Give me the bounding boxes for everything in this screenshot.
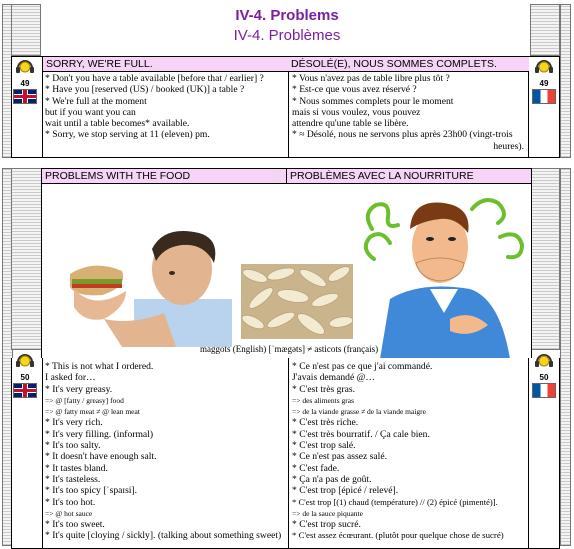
french-phrases bbox=[292, 73, 524, 152]
phrase-line: * C'est fade. bbox=[292, 462, 340, 474]
phrase-line: => de la sauce piquante bbox=[292, 508, 363, 518]
column-divider bbox=[42, 358, 43, 548]
phrase-line: * We're full at the moment bbox=[45, 95, 147, 107]
phrase-line: * It tastes bland. bbox=[45, 462, 108, 474]
phrase-line: * It's very filling. (informal) bbox=[45, 428, 154, 440]
france-flag-icon bbox=[532, 383, 556, 398]
section-50-phrases-box bbox=[11, 358, 560, 549]
phrase-line: but if you want you can bbox=[45, 106, 136, 118]
right-margin-hatch bbox=[560, 4, 571, 158]
uk-flag-icon bbox=[13, 89, 37, 104]
phrase-line: * Est-ce que vous avez réservé ? bbox=[292, 84, 417, 96]
headphones-icon[interactable] bbox=[15, 58, 35, 74]
phrase-line: mais si vous voulez, vous pouvez bbox=[292, 106, 421, 118]
right-margin-hatch bbox=[530, 4, 560, 56]
column-divider bbox=[528, 358, 529, 548]
phrase-line: * Ce n'est pas ce que j'ai commandé. bbox=[292, 361, 433, 372]
column-divider bbox=[288, 57, 289, 157]
phrase-line: * It's very rich. bbox=[45, 417, 103, 429]
headphones-icon[interactable] bbox=[534, 352, 554, 368]
phrase-line: wait until a table becomes* available. bbox=[45, 118, 190, 130]
phrase-line: => des aliments gras bbox=[292, 395, 354, 405]
phrase-line: * Ce n'est pas assez salé. bbox=[292, 451, 387, 463]
nauseated-man-cartoon-image bbox=[360, 189, 530, 359]
phrase-line: * It's tasteless. bbox=[45, 473, 101, 485]
uk-flag-icon bbox=[13, 383, 37, 398]
section-number: 50 bbox=[20, 373, 30, 382]
phrase-line: * C'est très bourratif. / Ça cale bien. bbox=[292, 428, 430, 440]
right-margin-hatch bbox=[530, 168, 560, 350]
phrase-line: => de la viande grasse ≠ de la viande maigre bbox=[292, 407, 426, 417]
phrase-line: * It's too salty. bbox=[45, 440, 101, 452]
france-flag-icon bbox=[532, 89, 556, 104]
section-50-box bbox=[41, 168, 532, 359]
maggots-image bbox=[241, 264, 353, 339]
phrase-line: attendre qu'une table se libère. bbox=[292, 118, 409, 130]
phrase-line: I asked for… bbox=[45, 372, 96, 384]
column-divider bbox=[286, 169, 287, 184]
english-phrases bbox=[45, 361, 281, 542]
section-heading-french: PROBLÈMES AVEC LA NOURRITURE bbox=[290, 170, 474, 182]
left-margin-hatch bbox=[11, 168, 43, 350]
phrase-line: * Sorry, we stop serving at 11 (eleven) pm. bbox=[45, 129, 210, 141]
phrase-line: * It's too sweet. bbox=[45, 519, 105, 531]
audio-badge-right[interactable] bbox=[531, 352, 557, 398]
column-divider bbox=[42, 57, 43, 157]
english-phrases bbox=[45, 73, 264, 141]
maggots-caption: maggots (English) [ˈmægəts] ≠ asticots (français) bbox=[200, 344, 379, 354]
audio-badge-right[interactable] bbox=[531, 58, 557, 104]
headphones-icon[interactable] bbox=[15, 352, 35, 368]
phrase-line: * It's too hot. bbox=[45, 496, 96, 508]
phrase-line: * Nous sommes complets pour le moment bbox=[292, 95, 454, 107]
audio-badge-left[interactable] bbox=[12, 58, 38, 104]
phrase-line: * Ça n'a pas de goût. bbox=[292, 473, 372, 485]
french-phrases bbox=[292, 361, 504, 542]
right-margin-hatch bbox=[560, 168, 571, 546]
section-number: 49 bbox=[20, 79, 30, 88]
section-49-header bbox=[43, 57, 529, 72]
phrase-line: => @ [fatty / greasy] food bbox=[45, 395, 124, 405]
phrase-line: * C'est très riche. bbox=[292, 417, 359, 429]
phrase-line: heures). bbox=[493, 140, 524, 152]
phrase-line: * C'est trop [épicé / relevé]. bbox=[292, 485, 399, 497]
column-divider bbox=[528, 57, 529, 157]
audio-badge-left[interactable] bbox=[12, 352, 38, 398]
phrase-line: * C'est assez écœurant. (plutôt pour quelque chose de sucré) bbox=[292, 530, 504, 541]
section-heading-english: PROBLEMS WITH THE FOOD bbox=[45, 170, 191, 182]
phrase-line: => @ hot sauce bbox=[45, 508, 93, 518]
phrase-line: * It's too spicy [ˈspaɪsi]. bbox=[45, 485, 138, 497]
headphones-icon[interactable] bbox=[534, 58, 554, 74]
phrase-line: * This is not what I ordered. bbox=[45, 361, 154, 372]
phrase-line: * Vous n'avez pas de table libre plus tôt ? bbox=[292, 73, 450, 84]
man-eating-sandwich-image bbox=[64, 229, 232, 347]
phrase-line: * It doesn't have enough salt. bbox=[45, 451, 157, 463]
page-title-english: IV-4. Problems bbox=[235, 7, 339, 24]
phrase-line: => @ fatty meat ≠ @ lean meat bbox=[45, 407, 140, 417]
left-margin-hatch bbox=[11, 4, 41, 56]
phrase-line: * Have you [reserved (US) / booked (UK)] a table ? bbox=[45, 84, 245, 96]
section-heading-english: SORRY, WE'RE FULL. bbox=[46, 58, 153, 70]
phrase-line: J'avais demandé @… bbox=[292, 372, 376, 384]
section-heading-french: DÉSOLÉ(E), NOUS SOMMES COMPLETS. bbox=[291, 58, 497, 70]
phrase-line: * C'est trop sucré. bbox=[292, 519, 361, 531]
phrase-line: * It's very greasy. bbox=[45, 383, 113, 395]
phrase-line: * Don't you have a table available [before that / earlier] ? bbox=[45, 73, 264, 84]
phrase-line: * ≈ Désolé, nous ne servons plus après 23h00 (vingt-trois bbox=[292, 129, 513, 141]
section-49-box bbox=[11, 56, 560, 158]
section-number: 49 bbox=[539, 79, 549, 88]
phrase-line: * It's quite [cloying / sickly]. (talking about something sweet) bbox=[45, 530, 282, 542]
column-divider bbox=[288, 358, 289, 548]
phrase-line: * C'est trop salé. bbox=[292, 440, 356, 452]
section-number: 50 bbox=[539, 373, 549, 382]
page-title-french: IV-4. Problèmes bbox=[233, 27, 341, 44]
phrase-line: * C'est très gras. bbox=[292, 383, 356, 395]
phrase-line: * C'est trop [(1) chaud (température) // (2) épicé (pimenté)]. bbox=[292, 496, 498, 507]
